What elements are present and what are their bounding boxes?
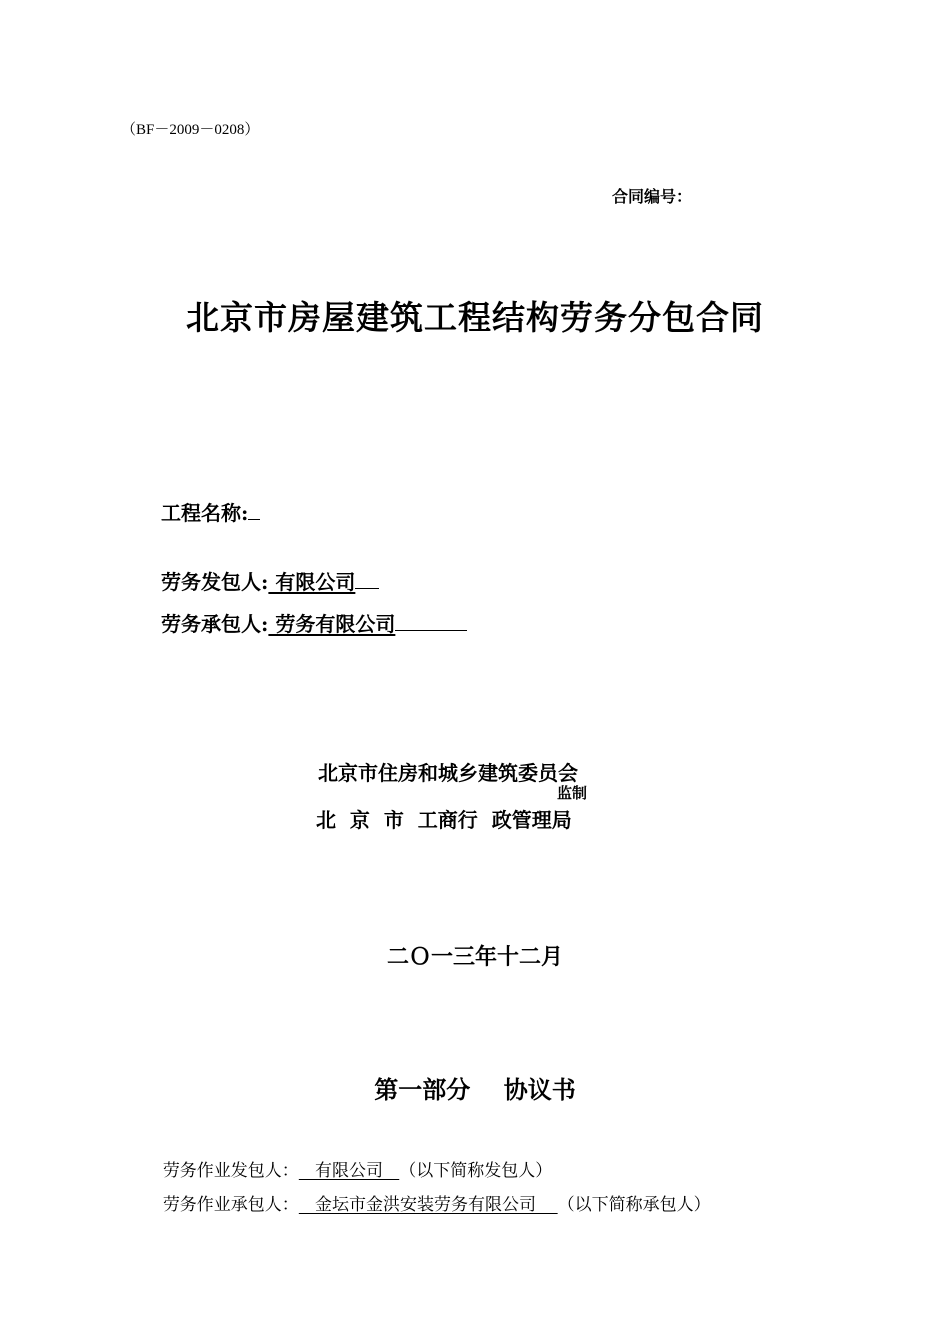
party-b-line xyxy=(152,1170,711,1215)
form-code: （BF－2009－0208） xyxy=(121,122,260,138)
contractor-label: 劳务发包人: xyxy=(161,570,269,594)
issue-date: 二Ｏ一三年十二月 xyxy=(386,944,563,970)
issuer-org-1: 北京市住房和城乡建筑委员会 xyxy=(318,761,578,785)
document-title: 北京市房屋建筑工程结构劳务分包合同 xyxy=(186,298,764,337)
party-a-note: （以下简称发包人） xyxy=(399,1161,553,1181)
party-a-label: 劳务作业发包人： xyxy=(162,1161,299,1181)
contract-number-label: 合同编号： xyxy=(612,187,693,206)
project-name-label: 工程名称: xyxy=(161,501,249,525)
subcontractor-blank xyxy=(395,612,467,631)
party-b-name: 金坛市金洪安装劳务有限公司 xyxy=(298,1195,558,1215)
party-b-note: （以下简称承包人） xyxy=(557,1195,711,1215)
project-name-field xyxy=(161,497,260,526)
supervise-label: 监制 xyxy=(557,784,588,802)
contractor-blank xyxy=(355,570,379,589)
section-title: 第一部分 协议书 xyxy=(374,1075,576,1104)
issuer-org-2: 北 京 市 工商行 政管理局 xyxy=(316,808,572,832)
subcontractor-field xyxy=(161,608,467,637)
contractor-field xyxy=(161,566,379,595)
subcontractor-label: 劳务承包人: xyxy=(161,612,269,636)
contractor-value: 有限公司 xyxy=(268,570,356,594)
project-name-blank xyxy=(248,501,260,520)
subcontractor-value: 劳务有限公司 xyxy=(268,612,396,636)
party-b-label: 劳务作业承包人： xyxy=(162,1195,299,1215)
party-a-name: 有限公司 xyxy=(298,1161,400,1181)
